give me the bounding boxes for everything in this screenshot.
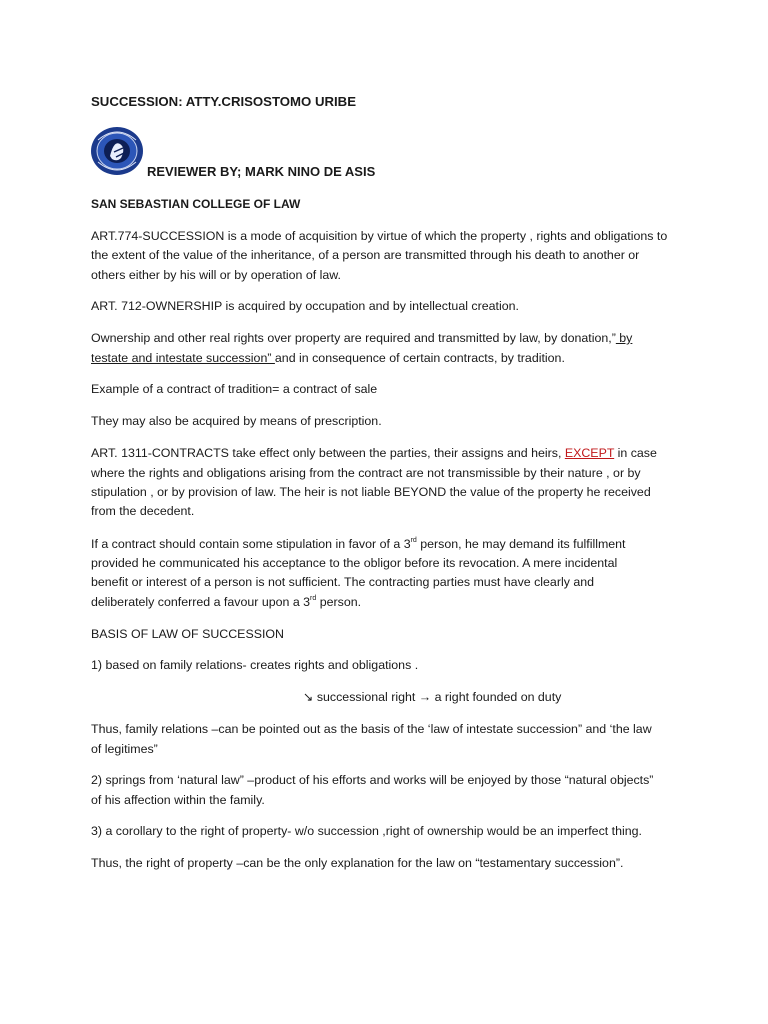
- reviewer-credit: REVIEWER BY; MARK NINO DE ASIS: [147, 164, 376, 179]
- point-2-line-2: of his affection within the family.: [91, 793, 265, 807]
- art774-line-3: others either by his will or by operation of law.: [91, 268, 342, 282]
- thus-1-line-1: Thus, family relations –can be pointed out as the basis of the ‘law of intestate succession” and ‘the law: [91, 722, 652, 736]
- successional-right-line: ↘ successional right → a right founded on duty: [303, 690, 562, 704]
- third-person-line-1: If a contract should contain some stipulation in favor of a 3rd person, he may demand its fulfillment: [91, 537, 626, 551]
- basis-heading: BASIS OF LAW OF SUCCESSION: [91, 627, 285, 641]
- art1311-line-3: stipulation , or by provision of law. The heir is not liable BEYOND the value of the property he received: [91, 485, 651, 499]
- example-paragraph: Example of a contract of tradition= a contract of sale: [91, 382, 378, 396]
- document-title: SUCCESSION: ATTY.CRISOSTOMO URIBE: [91, 94, 356, 109]
- thus-2: Thus, the right of property –can be the only explanation for the law on “testamentary succession”.: [91, 856, 624, 870]
- ownership-line-2: testate and intestate succession” and in consequence of certain contracts, by tradition.: [91, 351, 565, 365]
- art1311-line-4: from the decedent.: [91, 504, 195, 518]
- art774-line-1: ART.774-SUCCESSION is a mode of acquisition by virtue of which the property , rights and obligations to: [91, 229, 668, 243]
- point-3: 3) a corollary to the right of property- w/o succession ,right of ownership would be an imperfect thing.: [91, 824, 642, 838]
- third-person-line-4: deliberately conferred a favour upon a 3rd person.: [91, 595, 362, 609]
- art1311-line-2: where the rights and obligations arising from the contract are not transmissible by their nature , or by: [91, 466, 641, 480]
- third-person-line-3: benefit or interest of a person is not sufficient. The contracting parties must have clearly and: [91, 575, 595, 589]
- except-highlight: EXCEPT: [564, 446, 615, 460]
- college-name: SAN SEBASTIAN COLLEGE OF LAW: [91, 197, 301, 211]
- thus-1-line-2: of legitimes”: [91, 742, 158, 756]
- point-1: 1) based on family relations- creates rights and obligations .: [91, 658, 419, 672]
- art774-line-2: the extent of the value of the inheritance, of a person are transmitted through his death to another or: [91, 248, 640, 262]
- point-2-line-1: 2) springs from ‘natural law” –product of his efforts and works will be enjoyed by those “natural objects”: [91, 773, 654, 787]
- art712-paragraph: ART. 712-OWNERSHIP is acquired by occupation and by intellectual creation.: [91, 299, 519, 313]
- ownership-line-1: Ownership and other real rights over property are required and transmitted by law, by donation,” by: [91, 331, 633, 345]
- prescription-paragraph: They may also be acquired by means of prescription.: [91, 414, 382, 428]
- art1311-line-1: ART. 1311-CONTRACTS take effect only between the parties, their assigns and heirs, EXCEPT in case: [91, 446, 657, 460]
- third-person-line-2: provided he communicated his acceptance to the obligor before its revocation. A mere incidental: [91, 556, 618, 570]
- school-seal-icon: [90, 126, 146, 178]
